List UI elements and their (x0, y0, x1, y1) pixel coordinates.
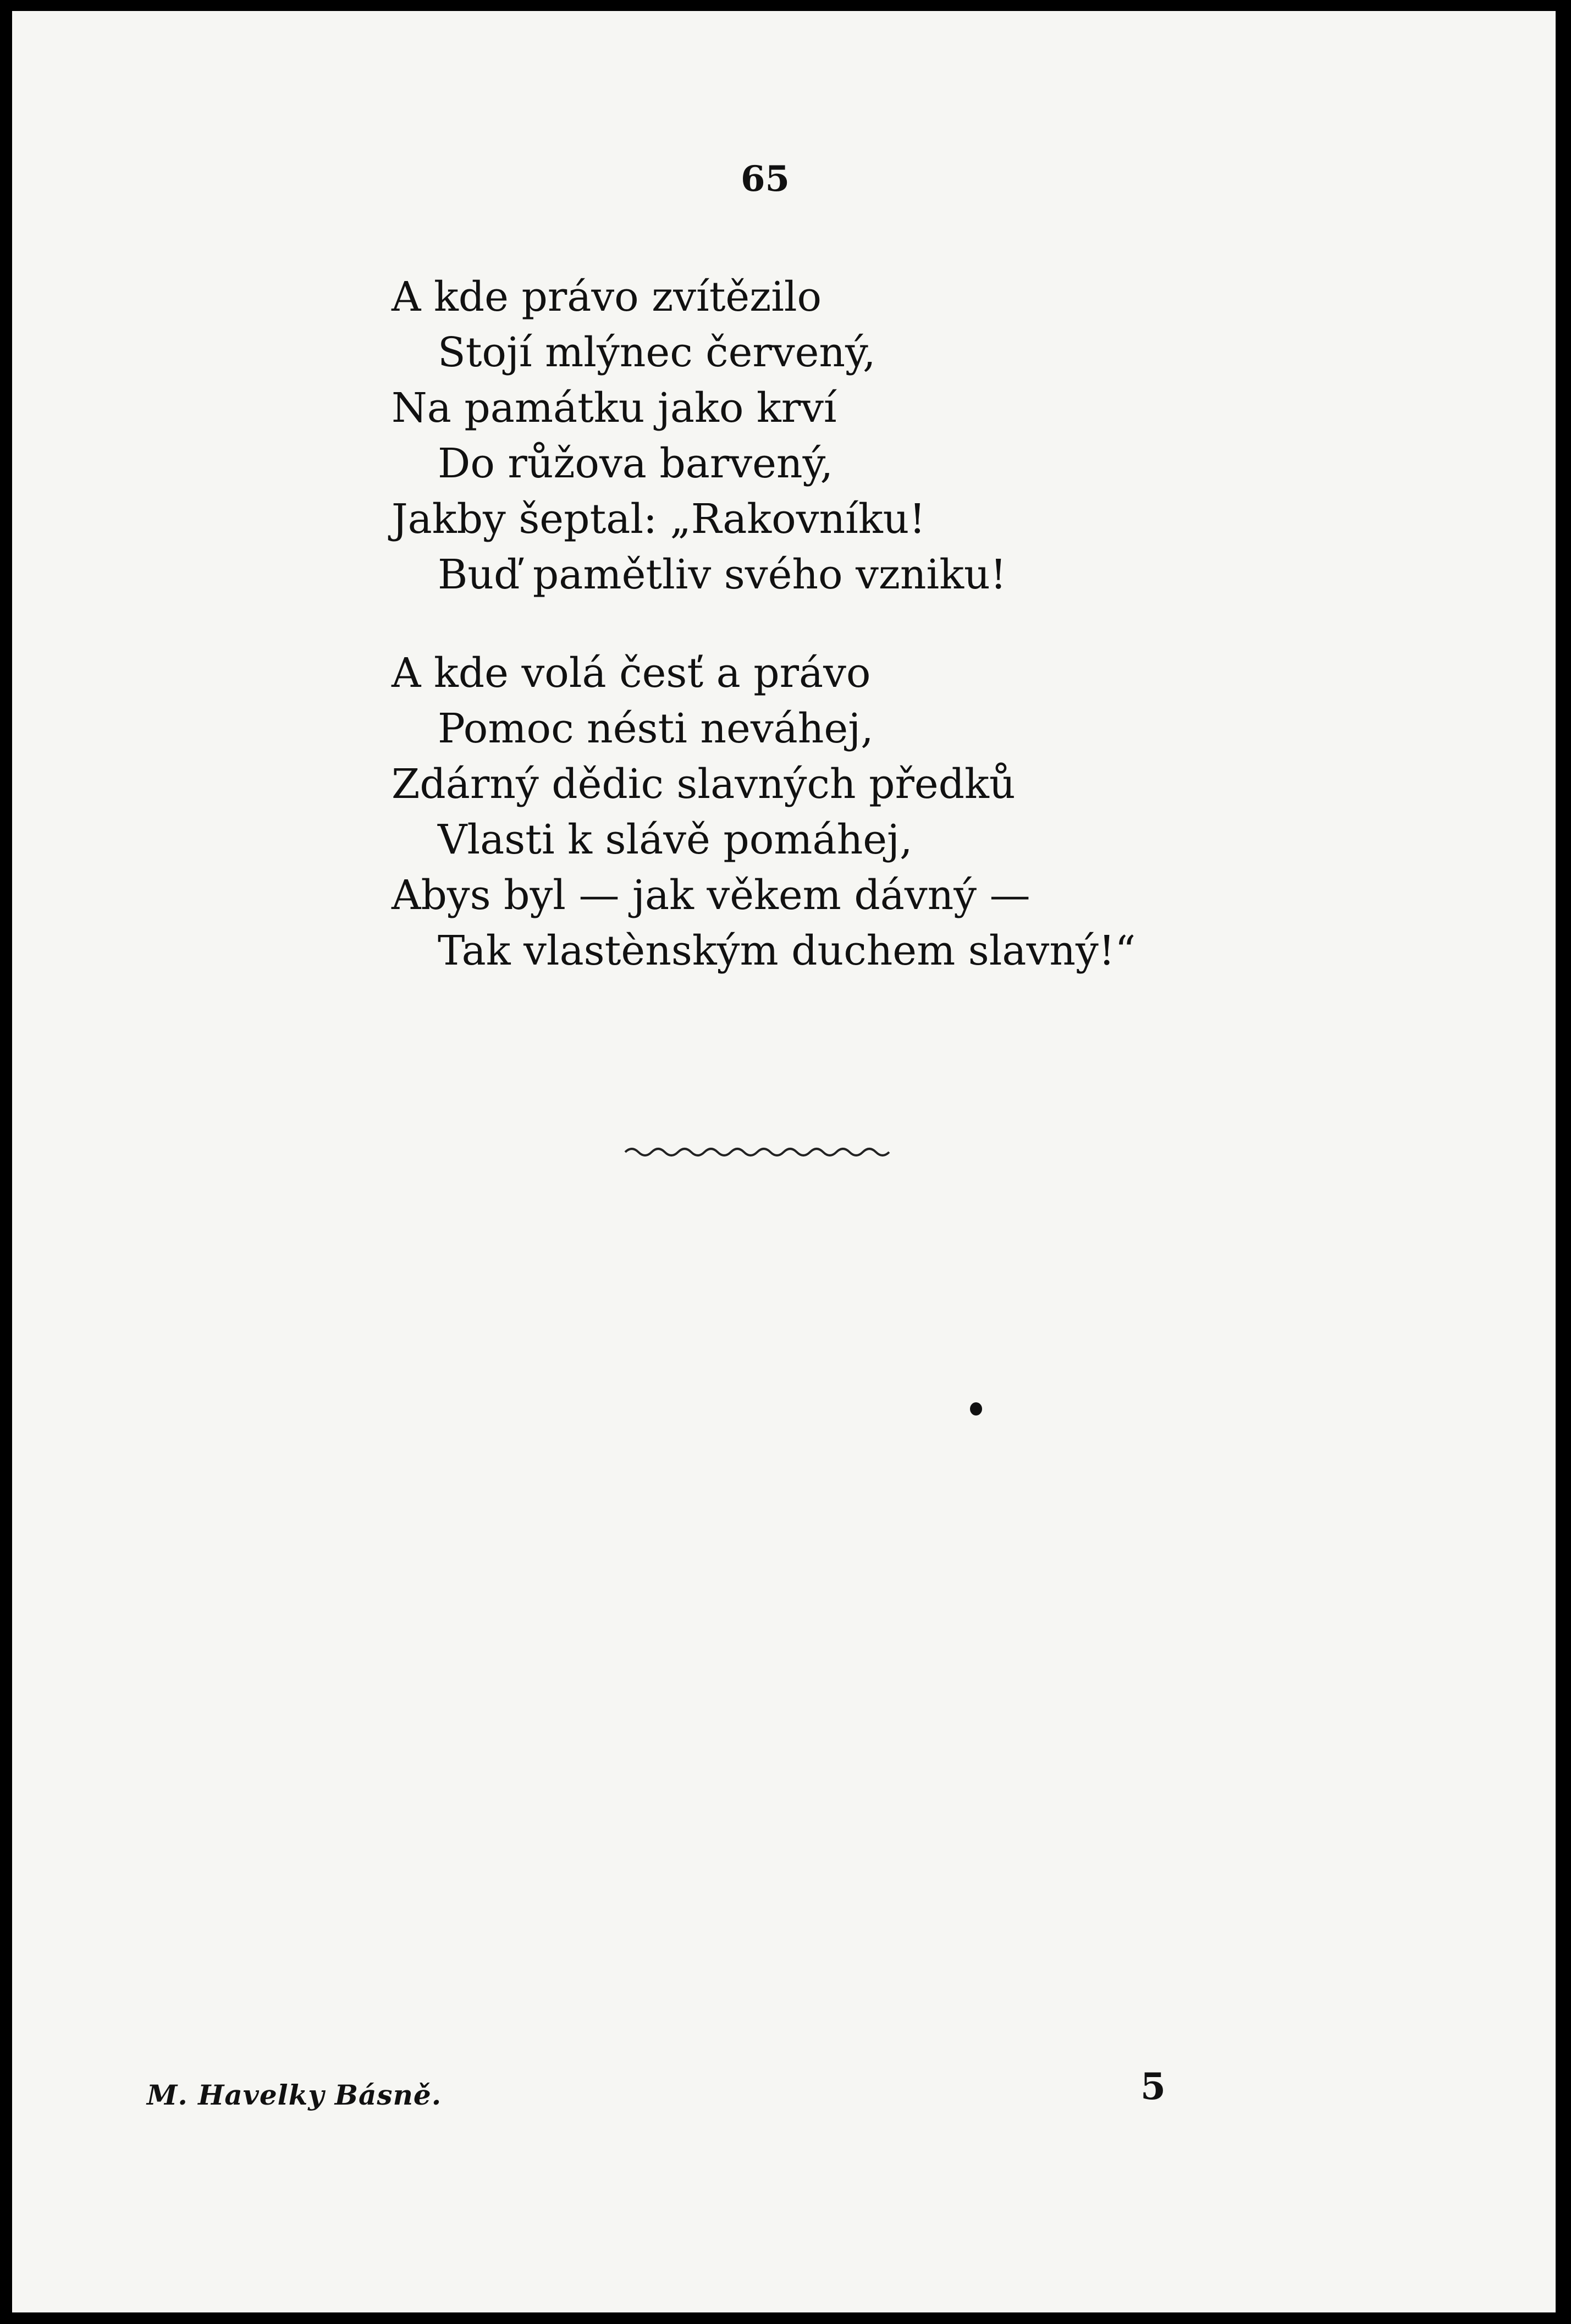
book-page (12, 11, 1556, 2312)
poem-line: Buď pamětliv svého vzniku! (438, 551, 1007, 598)
page-number: 65 (741, 158, 790, 200)
poem-line: Vlasti k slávě pomáhej, (438, 816, 913, 863)
wavy-divider-ornament (622, 1141, 897, 1163)
poem-line: Jakby šeptal: „Rakovníku! (392, 495, 926, 543)
poem-line: Stojí mlýnec červený, (438, 329, 876, 376)
stanza-2 (392, 646, 1271, 979)
sheet-number: 5 (1140, 2065, 1166, 2108)
poem-line: Na památku jako krví (392, 384, 837, 432)
signature-line: M. Havelky Básně. (147, 2079, 442, 2111)
poem-line: A kde právo zvítězilo (392, 273, 822, 321)
poem-line: Do růžova barvený, (438, 440, 834, 487)
poem-line: Abys byl — jak věkem dávný — (392, 872, 1030, 919)
stanza-1 (392, 269, 1271, 603)
poem-line: Pomoc nésti neváhej, (438, 705, 874, 752)
poem-line: Tak vlastènským duchem slavný!“ (438, 927, 1136, 974)
poem-line: A kde volá česť a právo (392, 649, 871, 697)
poem-line: Zdárný dědic slavných předků (392, 761, 1016, 808)
ink-speck (970, 1402, 982, 1416)
poem (392, 269, 1271, 1022)
